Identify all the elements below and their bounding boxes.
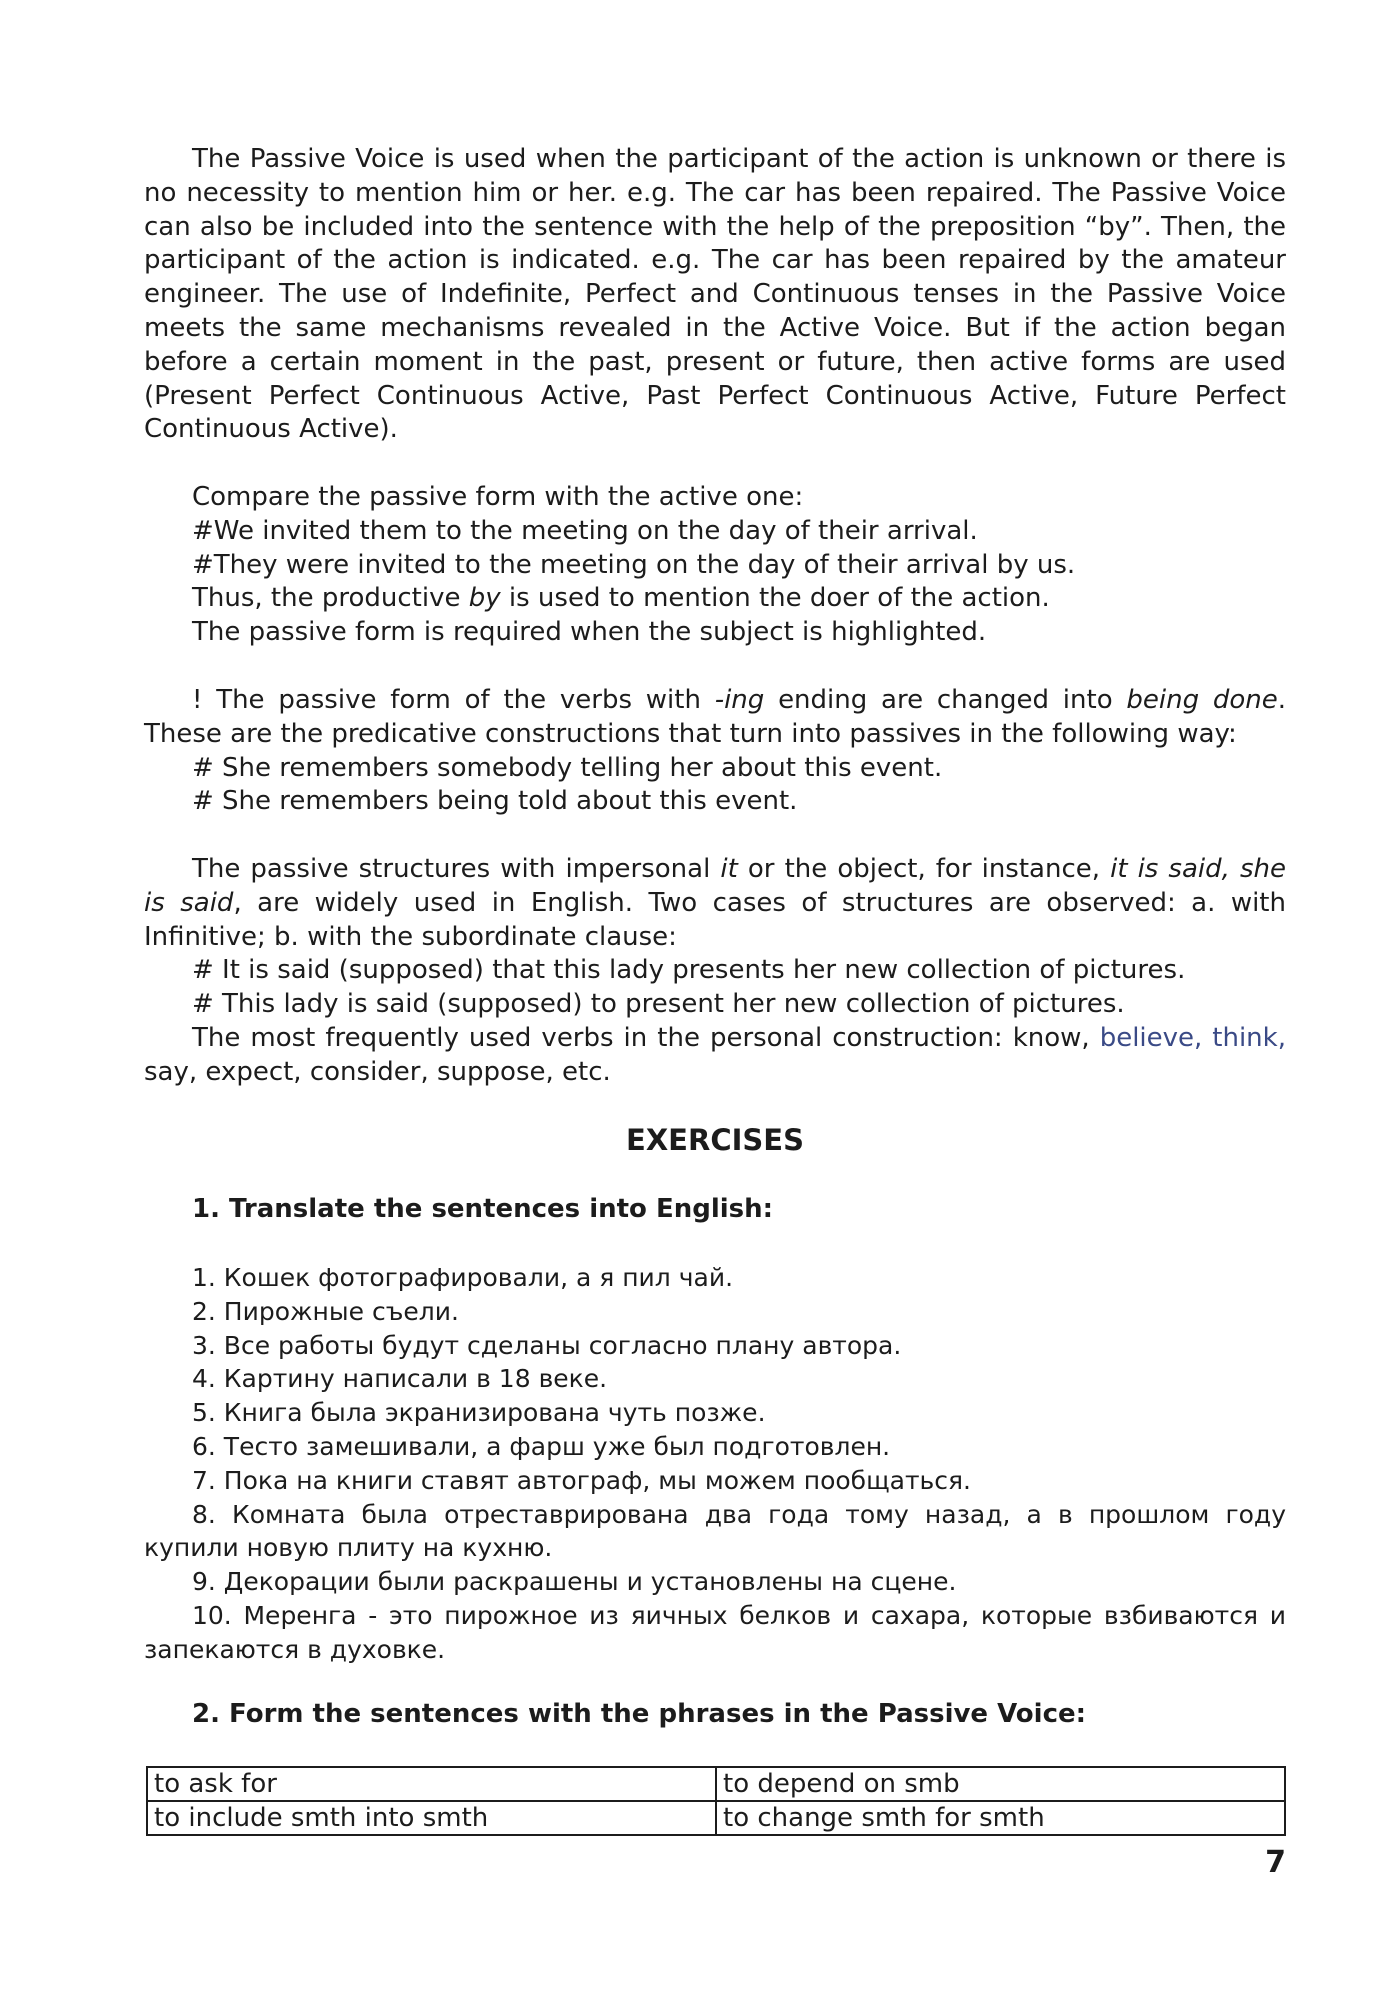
- phrases-table: [146, 1766, 1286, 1836]
- table-cell: to include smth into smth: [147, 1801, 716, 1835]
- table-cell: to change smth for smth: [716, 1801, 1285, 1835]
- ing-rule: ! The passive form of the verbs with -ing ending are changed into being done. These are the predicative constructions that turn into passives in the following way:: [144, 685, 1287, 749]
- table-cell: to ask for: [147, 1767, 716, 1801]
- ing-example-2: # She remembers being told about this event.: [192, 786, 798, 817]
- example-active: #We invited them to the meeting on the day of their arrival.: [192, 515, 978, 546]
- table-cell: to depend on smb: [716, 1767, 1285, 1801]
- list-item: 6. Тесто замешивали, а фарш уже был подготовлен.: [192, 1431, 891, 1461]
- exercise-1-list: [144, 1261, 1286, 1667]
- compare-block: [144, 481, 1286, 650]
- impersonal-example-2: # This lady is said (supposed) to present her new collection of pictures.: [192, 989, 1125, 1020]
- page-number: 7: [1265, 1845, 1286, 1880]
- impersonal-example-1: # It is said (supposed) that this lady presents her new collection of pictures.: [192, 955, 1186, 986]
- list-item: 4. Картину написали в 18 веке.: [192, 1364, 608, 1394]
- list-item: 8. Комната была отреставрирована два года тому назад, а в прошлом году купили новую плиту на кухню.: [144, 1499, 1286, 1563]
- list-item: 5. Книга была экранизирована чуть позже.: [192, 1398, 766, 1428]
- impersonal-rule: The passive structures with impersonal it or the object, for instance, it is said, she is said, are widely used in English. Two cases of structures are observed: a. with Infinitive; b. with the subordinate clause:: [144, 854, 1286, 952]
- impersonal-block: [144, 853, 1286, 1090]
- exercises-heading: EXERCISES: [626, 1123, 804, 1157]
- theory-paragraph: [144, 143, 1286, 447]
- list-item: 3. Все работы будут сделаны согласно плану автора.: [192, 1330, 902, 1360]
- list-item: 10. Меренга - это пирожное из яичных белков и сахара, которые взбиваются и запекаются в духовке.: [144, 1600, 1286, 1664]
- exercise-1-title: 1. Translate the sentences into English:: [192, 1194, 774, 1224]
- example-passive: #They were invited to the meeting on the day of their arrival by us.: [192, 549, 1076, 580]
- ing-block: [144, 684, 1286, 819]
- compare-intro: Compare the passive form with the active one:: [192, 482, 804, 512]
- thus-by-line: Thus, the productive by is used to mention the doer of the action.: [192, 583, 1050, 614]
- frequent-verbs: The most frequently used verbs in the personal construction: know, believe, think, say, expect, consider, suppose, etc.: [144, 1022, 1286, 1087]
- exercise-2-title: 2. Form the sentences with the phrases in the Passive Voice:: [192, 1699, 1087, 1729]
- highlight-rule: The passive form is required when the subject is highlighted.: [192, 617, 987, 648]
- list-item: 9. Декорации были раскрашены и установлены на сцене.: [192, 1567, 957, 1597]
- table-row: [147, 1767, 1285, 1801]
- ing-example-1: # She remembers somebody telling her about this event.: [192, 752, 943, 783]
- table-row: [147, 1801, 1285, 1835]
- list-item: 1. Кошек фотографировали, а я пил чай.: [192, 1263, 734, 1292]
- passive-voice-explanation: The Passive Voice is used when the participant of the action is unknown or there is no necessity to mention him or her. e.g. The car has been repaired. The Passive Voice can also be included into the sentence with the help of the preposition “by”. Then, the participant of the action is indicated. e.g. The car has been repaired by the amateur engineer. The use of Indefinite, Perfect and Continuous tenses in the Passive Voice meets the same mechanisms revealed in the Active Voice. But if the action began before a certain moment in the past, present or future, then active forms are used (Present Perfect Continuous Active, Past Perfect Continuous Active, Future Perfect Continuous Active).: [144, 144, 1286, 445]
- list-item: 2. Пирожные съели.: [192, 1296, 459, 1326]
- list-item: 7. Пока на книги ставят автограф, мы можем пообщаться.: [192, 1465, 971, 1495]
